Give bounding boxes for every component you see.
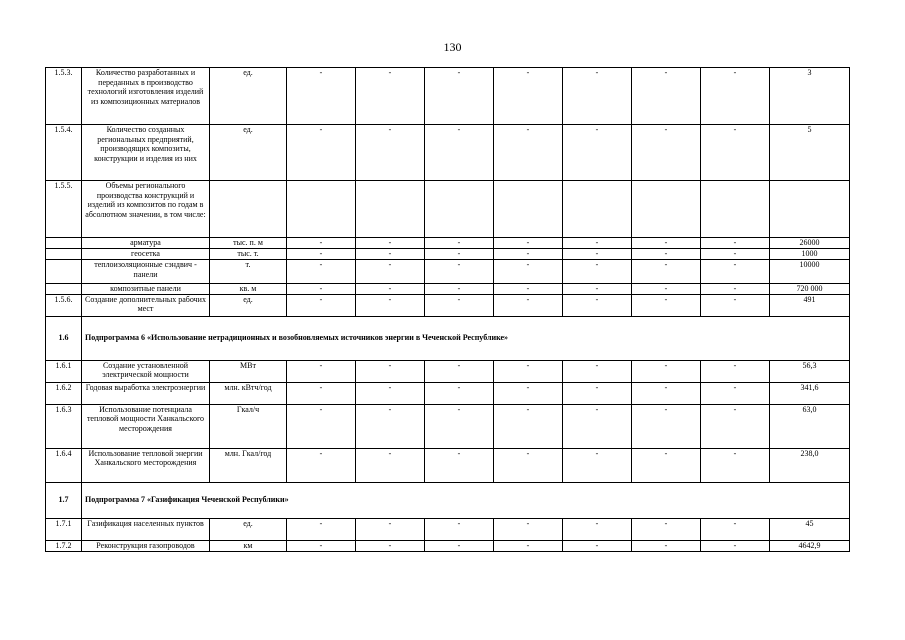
section-number: 1.6	[46, 316, 82, 360]
year-value: -	[632, 238, 701, 249]
section-title: Подпрограмма 7 «Газификация Чеченской Республики»	[82, 482, 850, 518]
indicator-name: арматура	[82, 238, 210, 249]
table-row	[46, 382, 850, 404]
row-number: 1.5.4.	[46, 125, 82, 181]
year-value: -	[425, 284, 494, 295]
year-value: -	[494, 125, 563, 181]
year-value: -	[287, 360, 356, 382]
total-value: 1000	[770, 249, 850, 260]
year-value: -	[563, 125, 632, 181]
indicator-name: Газификация населенных пунктов	[82, 518, 210, 540]
year-value: -	[701, 448, 770, 482]
total-value: 720 000	[770, 284, 850, 295]
year-value: -	[356, 294, 425, 316]
table-row	[46, 181, 850, 238]
total-value: 45	[770, 518, 850, 540]
year-value: -	[494, 404, 563, 448]
year-value: -	[287, 294, 356, 316]
unit: млн. Гкал/год	[210, 448, 287, 482]
table-row	[46, 68, 850, 125]
year-value	[563, 181, 632, 238]
unit: ед.	[210, 518, 287, 540]
year-value: -	[287, 284, 356, 295]
indicator-name: Использование тепловой энергии Ханкальского месторождения	[82, 448, 210, 482]
table-row	[46, 238, 850, 249]
year-value: -	[563, 68, 632, 125]
unit: млн. кВтч/год	[210, 382, 287, 404]
year-value: -	[287, 382, 356, 404]
year-value: -	[563, 404, 632, 448]
table-row	[46, 249, 850, 260]
year-value: -	[356, 238, 425, 249]
year-value: -	[632, 294, 701, 316]
year-value: -	[425, 68, 494, 125]
row-number: 1.5.3.	[46, 68, 82, 125]
year-value: -	[701, 540, 770, 551]
indicator-name: Реконструкция газопроводов	[82, 540, 210, 551]
year-value: -	[563, 294, 632, 316]
year-value: -	[701, 518, 770, 540]
year-value	[425, 181, 494, 238]
year-value: -	[425, 125, 494, 181]
year-value: -	[563, 238, 632, 249]
unit: тыс. п. м	[210, 238, 287, 249]
total-value: 4642,9	[770, 540, 850, 551]
year-value: -	[425, 249, 494, 260]
year-value: -	[356, 284, 425, 295]
total-value: 3	[770, 68, 850, 125]
unit: т.	[210, 260, 287, 284]
table-row	[46, 125, 850, 181]
indicator-name: Количество разработанных и переданных в производство технологий изготовления изделий из композиционных материалов	[82, 68, 210, 125]
total-value	[770, 181, 850, 238]
year-value: -	[494, 284, 563, 295]
indicator-name: композитные панели	[82, 284, 210, 295]
year-value: -	[287, 518, 356, 540]
year-value: -	[701, 260, 770, 284]
year-value: -	[425, 238, 494, 249]
year-value: -	[287, 249, 356, 260]
year-value: -	[632, 382, 701, 404]
year-value: -	[632, 448, 701, 482]
year-value: -	[632, 360, 701, 382]
year-value: -	[494, 68, 563, 125]
year-value: -	[632, 284, 701, 295]
year-value: -	[287, 260, 356, 284]
indicator-name: геосетка	[82, 249, 210, 260]
year-value: -	[287, 238, 356, 249]
year-value: -	[425, 448, 494, 482]
year-value: -	[632, 404, 701, 448]
unit	[210, 181, 287, 238]
unit: МВт	[210, 360, 287, 382]
row-number: 1.6.4	[46, 448, 82, 482]
unit: км	[210, 540, 287, 551]
unit: кв. м	[210, 284, 287, 295]
unit: Гкал/ч	[210, 404, 287, 448]
total-value: 26000	[770, 238, 850, 249]
indicator-name: Создание установленной электрической мощности	[82, 360, 210, 382]
row-number	[46, 284, 82, 295]
row-number: 1.5.6.	[46, 294, 82, 316]
year-value: -	[494, 518, 563, 540]
year-value: -	[425, 294, 494, 316]
year-value: -	[632, 260, 701, 284]
year-value: -	[563, 284, 632, 295]
row-number: 1.6.2	[46, 382, 82, 404]
unit: ед.	[210, 125, 287, 181]
year-value: -	[287, 404, 356, 448]
table-row	[46, 404, 850, 448]
unit: ед.	[210, 68, 287, 125]
year-value: -	[494, 382, 563, 404]
section-row	[46, 316, 850, 360]
row-number: 1.7.2	[46, 540, 82, 551]
year-value: -	[356, 518, 425, 540]
row-number	[46, 260, 82, 284]
table-row	[46, 294, 850, 316]
year-value: -	[701, 404, 770, 448]
table-row	[46, 518, 850, 540]
year-value: -	[494, 540, 563, 551]
total-value: 10000	[770, 260, 850, 284]
year-value: -	[563, 540, 632, 551]
total-value: 341,6	[770, 382, 850, 404]
indicator-name: Использование потенциала тепловой мощности Ханкальского месторождения	[82, 404, 210, 448]
year-value: -	[701, 125, 770, 181]
year-value: -	[356, 540, 425, 551]
year-value	[287, 181, 356, 238]
year-value	[494, 181, 563, 238]
total-value: 238,0	[770, 448, 850, 482]
year-value: -	[425, 540, 494, 551]
row-number	[46, 238, 82, 249]
year-value: -	[632, 249, 701, 260]
year-value: -	[425, 518, 494, 540]
row-number: 1.7.1	[46, 518, 82, 540]
year-value: -	[494, 260, 563, 284]
year-value: -	[425, 404, 494, 448]
table-row	[46, 260, 850, 284]
total-value: 63,0	[770, 404, 850, 448]
year-value	[356, 181, 425, 238]
year-value: -	[632, 518, 701, 540]
year-value: -	[563, 518, 632, 540]
row-number: 1.5.5.	[46, 181, 82, 238]
year-value: -	[287, 125, 356, 181]
year-value: -	[701, 382, 770, 404]
year-value: -	[287, 68, 356, 125]
year-value: -	[494, 238, 563, 249]
year-value: -	[563, 448, 632, 482]
indicator-name: Создание дополнительных рабочих мест	[82, 294, 210, 316]
year-value	[632, 181, 701, 238]
year-value: -	[563, 360, 632, 382]
year-value: -	[356, 404, 425, 448]
year-value: -	[701, 284, 770, 295]
year-value: -	[701, 249, 770, 260]
section-number: 1.7	[46, 482, 82, 518]
year-value: -	[701, 360, 770, 382]
year-value: -	[494, 294, 563, 316]
year-value: -	[701, 238, 770, 249]
indicators-table	[45, 67, 850, 552]
year-value: -	[632, 540, 701, 551]
year-value: -	[287, 448, 356, 482]
year-value: -	[632, 68, 701, 125]
unit: ед.	[210, 294, 287, 316]
page-number: 130	[443, 40, 462, 54]
year-value: -	[701, 294, 770, 316]
table-row	[46, 448, 850, 482]
year-value: -	[425, 382, 494, 404]
year-value: -	[356, 125, 425, 181]
year-value	[701, 181, 770, 238]
row-number: 1.6.3	[46, 404, 82, 448]
year-value: -	[356, 260, 425, 284]
table-row	[46, 540, 850, 551]
year-value: -	[563, 260, 632, 284]
year-value: -	[701, 68, 770, 125]
year-value: -	[563, 382, 632, 404]
row-number: 1.6.1	[46, 360, 82, 382]
year-value: -	[356, 382, 425, 404]
total-value: 5	[770, 125, 850, 181]
indicator-name: Объемы регионального производства конструкций и изделий из композитов по годам в абсолютном значении, в том числе:	[82, 181, 210, 238]
section-title: Подпрограмма 6 «Использование нетрадиционных и возобновляемых источников энергии в Чеченской Республике»	[82, 316, 850, 360]
year-value: -	[356, 360, 425, 382]
total-value: 491	[770, 294, 850, 316]
section-row	[46, 482, 850, 518]
table-row	[46, 284, 850, 295]
row-number	[46, 249, 82, 260]
year-value: -	[425, 260, 494, 284]
total-value: 56,3	[770, 360, 850, 382]
year-value: -	[632, 125, 701, 181]
year-value: -	[287, 540, 356, 551]
indicator-name: Количество созданных региональных предприятий, производящих композиты, конструкции и изделия из них	[82, 125, 210, 181]
year-value: -	[356, 249, 425, 260]
indicator-name: Годовая выработка электроэнергии	[82, 382, 210, 404]
year-value: -	[356, 68, 425, 125]
indicator-name: теплоизоляционные сэндвич - панели	[82, 260, 210, 284]
unit: тыс. т.	[210, 249, 287, 260]
year-value: -	[563, 249, 632, 260]
year-value: -	[494, 249, 563, 260]
year-value: -	[494, 448, 563, 482]
year-value: -	[425, 360, 494, 382]
year-value: -	[356, 448, 425, 482]
year-value: -	[494, 360, 563, 382]
table-row	[46, 360, 850, 382]
